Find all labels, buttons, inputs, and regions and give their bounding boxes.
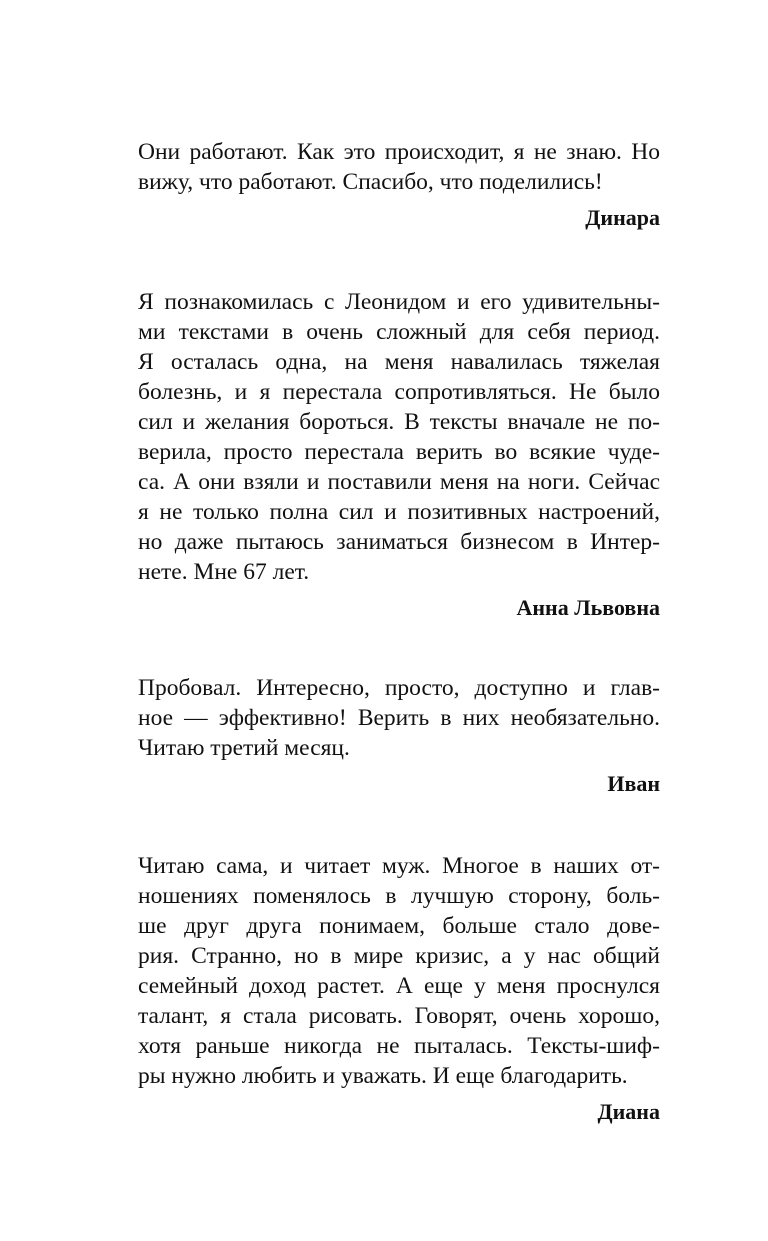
review-line: са. А они взяли и поставили меня на ноги. Сейчас [138,469,660,495]
review-line: верила, просто перестала верить во всякие чуде- [138,439,660,465]
review-line: болезнь, и я перестала сопротивляться. Не было [138,379,660,405]
review-line: рия. Странно, но в мире кризис, а у нас общий [138,943,660,969]
review [138,851,660,1127]
review-author: Иван [607,771,660,796]
review-line: ры нужно любить и уважать. И еще благодарить. [138,1063,628,1089]
review-line: ми текстами в очень сложный для себя период. [138,319,660,345]
review [138,137,660,233]
review [138,287,660,623]
review-author: Анна Львовна [516,595,660,620]
review-text [138,137,660,197]
review-line: я не только полна сил и позитивных настроений, [138,499,660,525]
review-author: Диана [597,1099,660,1124]
review-line: сил и желания бороться. В тексты вначале не по- [138,409,660,435]
review-text [138,673,660,763]
review [138,673,660,799]
review-line: ное — эффективно! Верить в них необязательно. [138,705,660,731]
review-line: Я познакомилась с Леонидом и его удивительны- [138,289,660,315]
review-line: талант, я стала рисовать. Говорят, очень хорошо, [138,1003,660,1029]
review-line: ношениях поменялось в лучшую сторону, боль- [138,883,660,909]
review-author: Динара [585,205,660,230]
review-line: Они работают. Как это происходит, я не знаю. Но [138,139,660,165]
review-line: вижу, что работают. Спасибо, что поделились! [138,169,603,195]
review-line: ше друг друга понимаем, больше стало дове- [138,913,660,939]
review-line: нете. Мне 67 лет. [138,559,310,585]
review-line: Читаю сама, и читает муж. Многое в наших от- [138,853,660,879]
review-text [138,851,660,1091]
review-line: Я осталась одна, на меня навалилась тяжелая [138,349,660,375]
review-line: Пробовал. Интересно, просто, доступно и глав- [138,675,660,701]
review-line: Читаю третий месяц. [138,735,350,761]
review-line: семейный доход растет. А еще у меня проснулся [138,973,660,999]
review-line: но даже пытаюсь заниматься бизнесом в Интер- [138,529,660,555]
review-line: хотя раньше никогда не пыталась. Тексты-шиф- [138,1033,660,1059]
review-text [138,287,660,587]
